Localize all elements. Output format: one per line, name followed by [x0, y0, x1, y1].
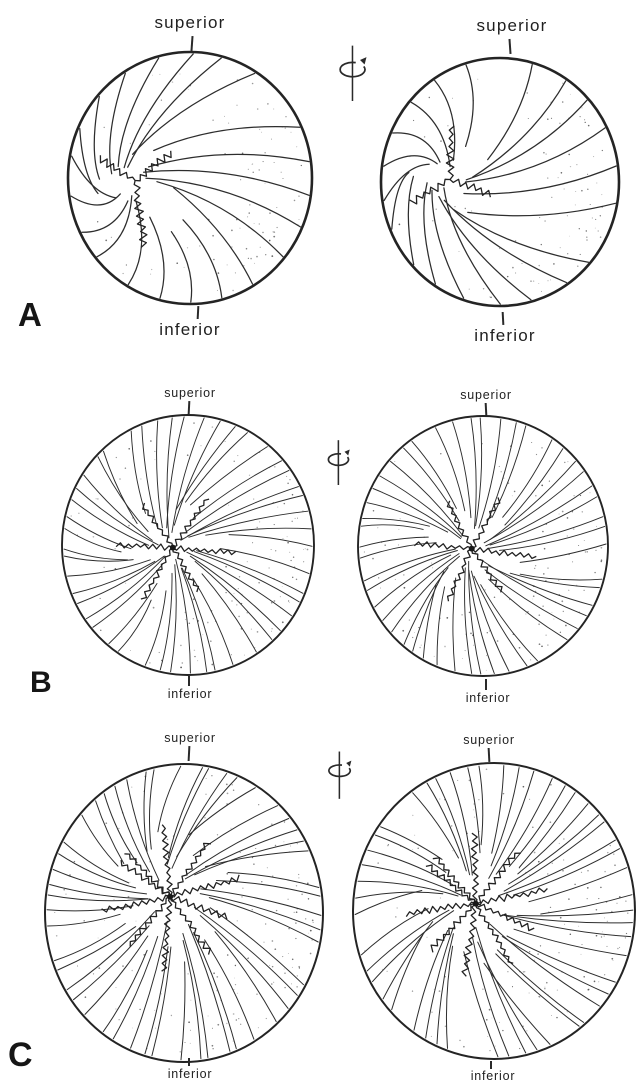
panel-letter: A — [18, 296, 42, 333]
label-tick — [490, 1061, 492, 1069]
inferior-label: inferior — [159, 320, 221, 339]
inferior-label: inferior — [167, 1067, 213, 1081]
label-tick — [485, 679, 487, 690]
superior-label: superior — [463, 733, 515, 747]
inferior-label: inferior — [474, 326, 536, 345]
label-tick — [188, 1058, 190, 1066]
superior-label: superior — [164, 386, 216, 400]
rotation-axis-icon — [331, 42, 373, 118]
panel-letter: C — [8, 1036, 33, 1074]
panel-letter: B — [30, 666, 52, 699]
label-tick — [188, 676, 190, 686]
label-tick — [197, 306, 199, 319]
superior-label: superior — [460, 388, 512, 402]
superior-label: superior — [154, 13, 226, 32]
lens-diagram-posterior — [352, 411, 614, 681]
lens-diagram-anterior — [56, 410, 320, 680]
lens-diagram-anterior — [60, 44, 320, 314]
rotation-axis-icon — [321, 438, 355, 498]
inferior-label: inferior — [465, 691, 511, 705]
label-tick — [188, 746, 190, 761]
lens-diagram-posterior — [372, 50, 628, 314]
lens-diagram-posterior — [350, 762, 640, 1062]
superior-label: superior — [476, 16, 548, 35]
inferior-label: inferior — [167, 687, 213, 701]
superior-label: superior — [164, 731, 216, 745]
label-tick — [488, 748, 490, 762]
lens-diagram-anterior — [42, 762, 328, 1066]
inferior-label: inferior — [470, 1069, 516, 1083]
